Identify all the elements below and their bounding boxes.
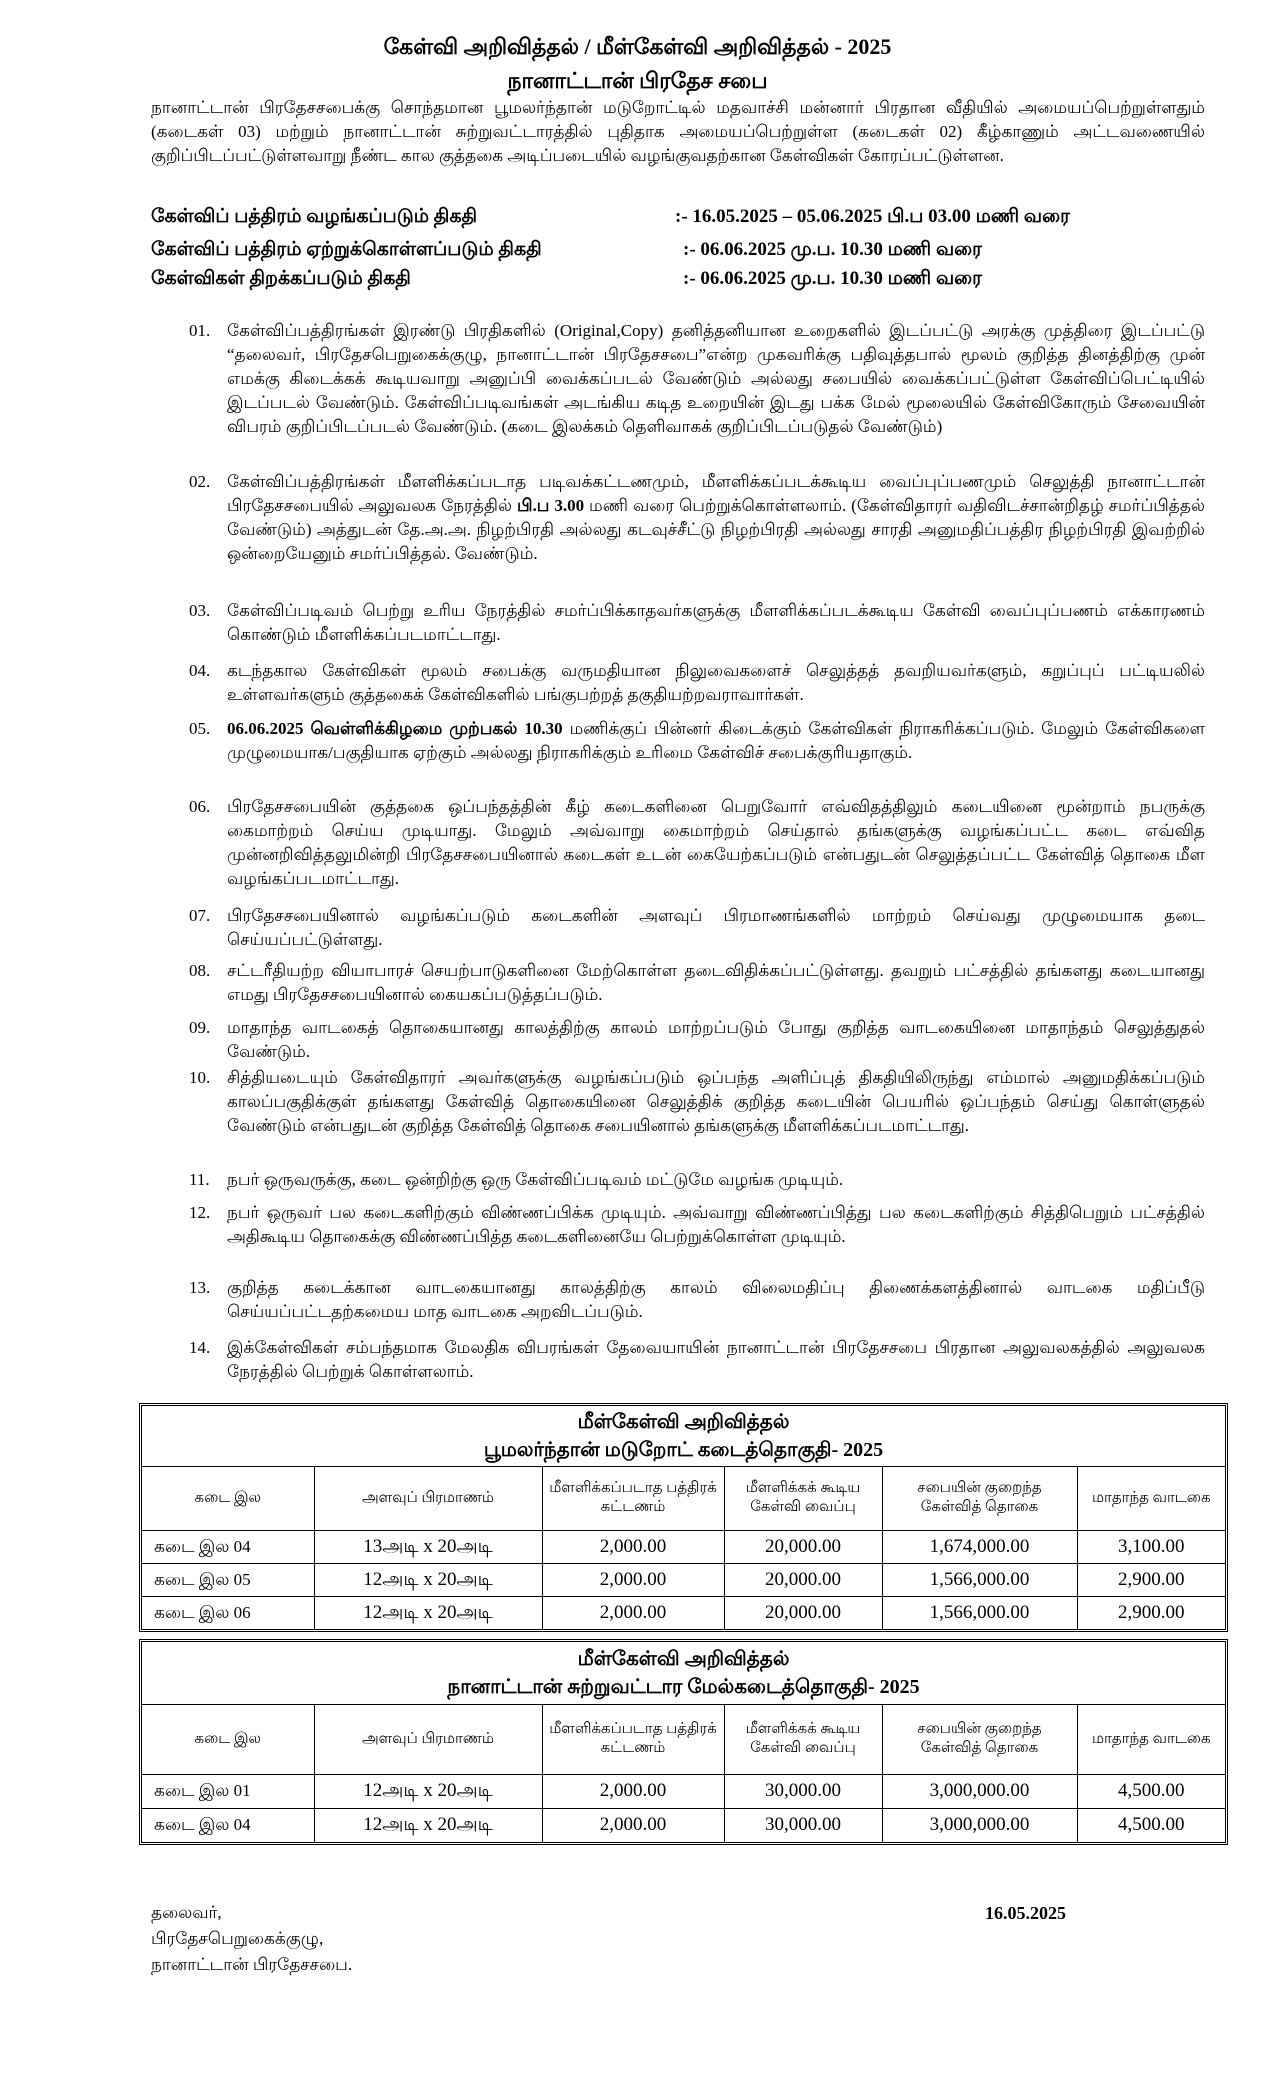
item-text: [227, 470, 1205, 566]
shop-number-cell: கடை இல 01: [142, 1774, 314, 1808]
minimum-bid-cell: 1,566,000.00: [882, 1596, 1077, 1629]
monthly-rent-cell: 2,900.00: [1077, 1596, 1225, 1629]
item-text: [227, 659, 1205, 707]
item-number: 04.: [189, 661, 211, 680]
column-header-deposit: மீளளிக்கக் கூடிய கேள்வி வைப்பு: [724, 1704, 882, 1774]
notice-date: 16.05.2025: [985, 1903, 1066, 1923]
item-text-segment: மணிக்குப் பின்னர் கிடைக்கும் கேள்விகள் நிராகரிக்கப்படும். மேலும் கேள்விகளை முழுமையாக/பகுதியாக ஏற்கும் அல்லது நிராகரிக்கும் உரிமை கேள்விச் சபைக்குரியதாகும்.: [227, 719, 1206, 762]
intro-paragraph: நானாட்டான் பிரதேசசபைக்கு சொந்தமான பூமலர்ந்தான் மடுறோட்டில் மதவாச்சி மன்னார் பிரதான வீதியில் அமையப்பெற்றுள்ளதும் (கடைகள் 03) மற்றும் நானாட்டான் சுற்றுவட்டாரத்தில் புதிதாக அமையப்பெற்றுள்ள (கடைகள் 02) கீழ்காணும் அட்டவணையில் குறிப்பிடப்பட்டுள்ளவாறு நீண்ட கால குத்தகை அடிப்படையில் வழங்குவதற்கான கேள்விகள் கோரப்பட்டுள்ளன.: [151, 98, 1205, 165]
monthly-rent-cell: 3,100.00: [1077, 1530, 1225, 1563]
monthly-rent-cell: 2,900.00: [1077, 1563, 1225, 1596]
minimum-bid-cell: 1,566,000.00: [882, 1563, 1077, 1596]
item-text-segment: கடந்தகால கேள்விகள் மூலம் சபைக்கு வருமதியான நிலுவைகளைச் செலுத்தத் தவறியவர்களும், கறுப்புப் பட்டியலில் உள்ளவர்களும் குத்தகைக் கேள்விகளில் பங்குபற்றத் தகுதியற்றவராவார்கள்.: [227, 661, 1205, 704]
item-number: 07.: [189, 906, 211, 925]
notice-title: கேள்வி அறிவித்தல் / மீள்கேள்வி அறிவித்தல் - 2025: [383, 34, 892, 59]
item-text: [227, 599, 1205, 647]
condition-item-10: [189, 1066, 1205, 1138]
item-number: 10.: [189, 1068, 211, 1087]
item-number: 14.: [189, 1338, 211, 1357]
signatory-title: தலைவர்,: [151, 1903, 222, 1922]
condition-item-13: [189, 1276, 1205, 1324]
column-header-size: அளவுப் பிரமாணம்: [314, 1704, 542, 1774]
item-text: [227, 1168, 1205, 1192]
item-number: 12.: [189, 1203, 211, 1222]
item-text: [227, 959, 1205, 1007]
column-header-minimum-bid: சபையின் குறைந்த கேள்வித் தொகை: [882, 1704, 1077, 1774]
date-label: கேள்விகள் திறக்கப்படும் திகதி: [151, 268, 411, 289]
table-header-row: [142, 1466, 1225, 1530]
condition-item-14: [189, 1336, 1205, 1384]
item-text: [227, 1336, 1205, 1384]
item-number: 09.: [189, 1018, 211, 1037]
form-fee-cell: 2,000.00: [542, 1530, 724, 1563]
signatory-committee: பிரதேசபெறுகைக்குழு,: [151, 1929, 324, 1948]
table-row: [142, 1563, 1225, 1596]
item-text: [227, 1276, 1205, 1324]
minimum-bid-cell: 3,000,000.00: [882, 1774, 1077, 1808]
condition-item-05: [189, 717, 1205, 765]
condition-item-07: [189, 904, 1205, 952]
item-text-segment: நபர் ஒருவர் பல கடைகளிற்கும் விண்ணப்பிக்க முடியும். அவ்வாறு விண்ணப்பித்து பல கடைகளிற்கும் சித்திபெறும் பட்சத்தில் அதிகூடிய தொகைக்கு விண்ணப்பித்த கடைகளினையே பெற்றுக்கொள்ள முடியும்.: [227, 1203, 1205, 1246]
column-header-shop-number: கடை இல: [142, 1704, 314, 1774]
item-text: [227, 904, 1205, 952]
condition-item-04: [189, 659, 1205, 707]
condition-item-02: [189, 470, 1205, 566]
table-title: மீள்கேள்வி அறிவித்தல்: [577, 1647, 790, 1670]
item-number: 06.: [189, 797, 211, 816]
item-text: [227, 1201, 1205, 1249]
item-text: [227, 717, 1205, 765]
item-number: 08.: [189, 961, 211, 980]
shop-number-cell: கடை இல 05: [142, 1563, 314, 1596]
shop-table-poomalarnthan: [139, 1403, 1228, 1632]
table-header-row: [142, 1704, 1225, 1774]
size-cell: 12அடி x 20அடி: [314, 1774, 542, 1808]
condition-item-11: [189, 1168, 1205, 1192]
table-row: [142, 1596, 1225, 1629]
item-number: 01.: [189, 321, 211, 340]
column-header-form-fee: மீளளிக்கப்படாத பத்திரக் கட்டணம்: [542, 1466, 724, 1530]
date-row-issue: [151, 203, 1221, 231]
column-header-monthly-rent: மாதாந்த வாடகை: [1077, 1704, 1225, 1774]
deposit-cell: 20,000.00: [724, 1563, 882, 1596]
item-text-segment: கேள்விப்படிவம் பெற்று உரிய நேரத்தில் சமர்ப்பிக்காதவர்களுக்கு மீளளிக்கப்படக்கூடிய கேள்வி வைப்புப்பணம் எக்காரணம் கொண்டும் மீளளிக்கப்படமாட்டாது.: [227, 601, 1205, 644]
item-number: 03.: [189, 601, 211, 620]
item-text-segment: கேள்விப்பத்திரங்கள் மீளளிக்கப்படாத படிவக்கட்டணமும், மீளளிக்கப்படக்கூடிய வைப்புப்பணமும் செலுத்தி நானாட்டான் பிரதேசசபையில் அலுவலக நேரத்தில்: [227, 472, 1205, 515]
item-text-segment: மணி வரை பெற்றுக்கொள்ளலாம். (கேள்விதாரர் வதிவிடச்சான்றிதழ் சமர்ப்பித்தல் வேண்டும்) அத்துடன் தே.அ.அ. நிழற்பிரதி அல்லது கடவுச்சீட்டு நிழற்பிரதி அல்லது சாரதி அனுமதிப்பத்திர நிழற்பிரதி இவற்றில் ஒன்றையேனும் சமர்ப்பித்தல். வேண்டும்.: [227, 496, 1206, 563]
condition-item-03: [189, 599, 1205, 647]
size-cell: 12அடி x 20அடி: [314, 1596, 542, 1629]
item-text-segment: கேள்விப்பத்திரங்கள் இரண்டு பிரதிகளில் (Original,Copy) தனித்தனியான உறைகளில் இடப்பட்டு அரக்கு முத்திரை இடப்பட்டு “தலைவர், பிரதேசபெறுகைக்குழு, நானாட்டான் பிரதேசசபை”என்ற முகவரிக்கு பதிவுத்தபால் மூலம் குறித்த தினத்திற்கு முன் எமக்கு கிடைக்கக் கூடியவாறு அனுப்பி வைக்கப்படல் வேண்டும் அல்லது சபையில் வைக்கப்பட்டுள்ள கேள்விப்பெட்டியில் இடப்படல் வேண்டும். கேள்விப்படிவங்கள் அடங்கிய கடித உறையின் இடது பக்க மேல் மூலையில் கேள்விகோரும் சேவையின் விபரம் குறிப்பிடப்படல் வேண்டும். (கடை இலக்கம் தெளிவாகக் குறிப்பிடப்படுதல் வேண்டும்): [227, 321, 1205, 436]
form-fee-cell: 2,000.00: [542, 1596, 724, 1629]
condition-item-12: [189, 1201, 1205, 1249]
form-fee-cell: 2,000.00: [542, 1563, 724, 1596]
column-header-shop-number: கடை இல: [142, 1466, 314, 1530]
column-header-monthly-rent: மாதாந்த வாடகை: [1077, 1466, 1225, 1530]
condition-item-08: [189, 959, 1205, 1007]
shop-table: [142, 1642, 1225, 1842]
shop-number-cell: கடை இல 04: [142, 1808, 314, 1842]
date-value: :- 16.05.2025 – 05.06.2025 பி.ப 03.00 மணி வரை: [675, 206, 1070, 227]
item-text: [227, 795, 1205, 891]
minimum-bid-cell: 1,674,000.00: [882, 1530, 1077, 1563]
minimum-bid-cell: 3,000,000.00: [882, 1808, 1077, 1842]
item-number: 05.: [189, 719, 211, 738]
item-text-segment: நபர் ஒருவருக்கு, கடை ஒன்றிற்கு ஒரு கேள்விப்படிவம் மட்டுமே வழங்க முடியும்.: [227, 1170, 844, 1189]
deposit-cell: 20,000.00: [724, 1596, 882, 1629]
table-title: மீள்கேள்வி அறிவித்தல்: [577, 1410, 790, 1433]
item-text-bold-deadline: 06.06.2025 வெள்ளிக்கிழமை முற்பகல் 10.30: [227, 719, 563, 738]
form-fee-cell: 2,000.00: [542, 1808, 724, 1842]
table-row: [142, 1808, 1225, 1842]
deposit-cell: 30,000.00: [724, 1808, 882, 1842]
condition-item-01: [189, 319, 1205, 439]
table-subtitle: நானாட்டான் சுற்றுவட்டார மேல்கடைத்தொகுதி- 2025: [447, 1675, 920, 1698]
item-number: 13.: [189, 1278, 211, 1297]
table-title-cell: [142, 1406, 1225, 1466]
deposit-cell: 20,000.00: [724, 1530, 882, 1563]
date-value: :- 06.06.2025 மு.ப. 10.30 மணி வரை: [683, 239, 982, 260]
item-text: [227, 319, 1205, 439]
column-header-minimum-bid: சபையின் குறைந்த கேள்வித் தொகை: [882, 1466, 1077, 1530]
monthly-rent-cell: 4,500.00: [1077, 1774, 1225, 1808]
item-text-segment: சட்டரீதியற்ற வியாபாரச் செயற்பாடுகளினை மேற்கொள்ள தடைவிதிக்கப்பட்டுள்ளது. தவறும் பட்சத்தில் தங்களது கடையானது எமது பிரதேசசபையினால் கையகப்படுத்தப்படும்.: [227, 961, 1205, 1004]
item-text-segment: சித்தியடையும் கேள்விதாரர் அவர்களுக்கு வழங்கப்படும் ஒப்பந்த அளிப்புத் திகதியிலிருந்து எம்மால் அனுமதிக்கப்படும் காலப்பகுதிக்குள் தங்களது கேள்வித் தொகையினை செலுத்திக் குறித்த கடையின் பெயரில் ஒப்பந்தம் செய்து கொள்ளுதல் வேண்டும் என்பதுடன் குறித்த கேள்வித் தொகை சபையினால் தங்களுக்கு மீளளிக்கப்படமாட்டாது.: [227, 1068, 1205, 1135]
condition-item-06: [189, 795, 1205, 891]
date-row-open: [151, 265, 1221, 293]
signatory-office: நானாட்டான் பிரதேசசபை.: [151, 1955, 353, 1974]
item-number: 11.: [189, 1170, 210, 1189]
item-number: 02.: [189, 472, 211, 491]
condition-item-09: [189, 1016, 1205, 1064]
item-text-segment: பிரதேசசபையின் குத்தகை ஒப்பந்தத்தின் கீழ் கடைகளினை பெறுவோர் எவ்விதத்திலும் கடையினை மூன்றாம் நபருக்கு கைமாற்றம் செய்ய முடியாது. மேலும் அவ்வாறு கைமாற்றம் செய்தால் தங்களுக்கு வழங்கப்பட்ட கடை எவ்வித முன்னறிவித்தலுமின்றி பிரதேசசபையினால் கடைகள் உடன் கையேற்கப்படும் என்பதுடன் செலுத்தப்பட்ட கேள்வித் தொகை மீள வழங்கப்படமாட்டாது.: [227, 797, 1205, 888]
item-text: [227, 1016, 1205, 1064]
item-text-segment: இக்கேள்விகள் சம்பந்தமாக மேலதிக விபரங்கள் தேவையாயின் நானாட்டான் பிரதேசசபை பிரதான அலுவலகத்தில் அலுவலக நேரத்தில் பெற்றுக் கொள்ளலாம்.: [227, 1338, 1205, 1381]
column-header-form-fee: மீளளிக்கப்படாத பத்திரக் கட்டணம்: [542, 1704, 724, 1774]
table-title-row: [142, 1406, 1225, 1466]
size-cell: 12அடி x 20அடி: [314, 1808, 542, 1842]
column-header-size: அளவுப் பிரமாணம்: [314, 1466, 542, 1530]
date-label: கேள்விப் பத்திரம் வழங்கப்படும் திகதி: [151, 206, 478, 227]
table-row: [142, 1774, 1225, 1808]
item-text-segment: பிரதேசசபையினால் வழங்கப்படும் கடைகளின் அளவுப் பிரமாணங்களில் மாற்றம் செய்வது முழுமையாக தடை செய்யப்பட்டுள்ளது.: [227, 906, 1205, 949]
size-cell: 12அடி x 20அடி: [314, 1563, 542, 1596]
deposit-cell: 30,000.00: [724, 1774, 882, 1808]
item-text-segment: மாதாந்த வாடகைத் தொகையானது காலத்திற்கு காலம் மாற்றப்படும் போது குறித்த வாடகையினை மாதாந்தம் செலுத்துதல் வேண்டும்.: [227, 1018, 1205, 1061]
shop-table-nanattan-upper: [139, 1639, 1228, 1845]
date-label: கேள்விப் பத்திரம் ஏற்றுக்கொள்ளப்படும் திகதி: [151, 239, 542, 260]
table-title-cell: [142, 1642, 1225, 1704]
signature-block: [151, 1900, 651, 1978]
date-value: :- 06.06.2025 மு.ப. 10.30 மணி வரை: [683, 268, 982, 289]
table-row: [142, 1530, 1225, 1563]
monthly-rent-cell: 4,500.00: [1077, 1808, 1225, 1842]
size-cell: 13அடி x 20அடி: [314, 1530, 542, 1563]
shop-number-cell: கடை இல 06: [142, 1596, 314, 1629]
date-row-accept: [151, 236, 1221, 264]
item-text: [227, 1066, 1205, 1138]
item-text-bold-time: பி.ப 3.00: [516, 496, 585, 515]
council-name: நானாட்டான் பிரதேச சபை: [507, 68, 768, 93]
shop-number-cell: கடை இல 04: [142, 1530, 314, 1563]
item-text-segment: குறித்த கடைக்கான வாடகையானது காலத்திற்கு காலம் விலைமதிப்பு திணைக்களத்தினால் வாடகை மதிப்பீடு செய்யப்பட்டதற்கமைய மாத வாடகை அறவிடப்படும்.: [227, 1278, 1205, 1321]
table-title-row: [142, 1642, 1225, 1704]
table-subtitle: பூமலர்ந்தான் மடுறோட் கடைத்தொகுதி- 2025: [483, 1438, 884, 1461]
shop-table: [142, 1406, 1225, 1629]
form-fee-cell: 2,000.00: [542, 1774, 724, 1808]
column-header-deposit: மீளளிக்கக் கூடிய கேள்வி வைப்பு: [724, 1466, 882, 1530]
